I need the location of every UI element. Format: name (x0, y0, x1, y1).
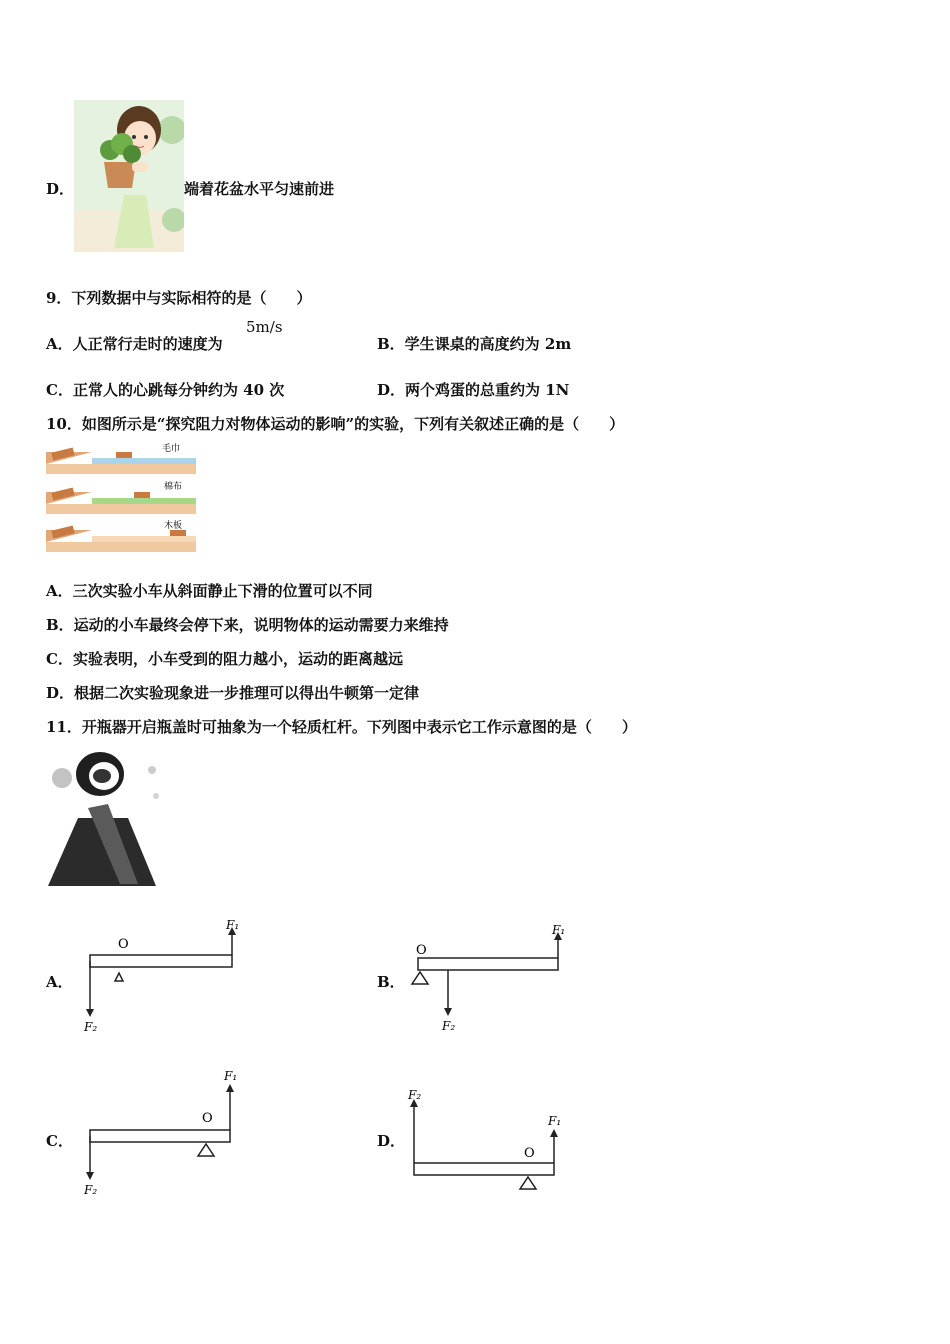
q9-option-d: D．两个鸡蛋的总重约为 1N (377, 381, 570, 399)
q10-option-c: C．实验表明，小车受到的阻力越小，运动的距离越远 (46, 650, 403, 668)
girl-holding-flowerpot-image (74, 100, 184, 252)
force-f2-label-d: F₂ (408, 1088, 422, 1102)
q11-option-b-letter[interactable]: B． (377, 973, 405, 991)
bottle-opener-photo (48, 748, 164, 888)
lever-diagram-c (80, 1060, 250, 1200)
q8-option-d-text: 端着花盆水平匀速前进 (184, 180, 335, 198)
q11-option-a-letter[interactable]: A． (46, 973, 73, 991)
force-f2-label-c: F₂ (84, 1183, 98, 1197)
surface-label-wood: 木板 (164, 521, 183, 531)
q11-stem: 11．开瓶器开启瓶盖时可抽象为一个轻质杠杆。下列图中表示它工作示意图的是（ ） (46, 718, 637, 736)
q11-option-d-letter[interactable]: D． (377, 1132, 406, 1150)
force-f1-label-c: F₁ (224, 1069, 238, 1083)
q11-option-c-letter[interactable]: C． (46, 1132, 73, 1150)
pivot-label-a: O (118, 937, 129, 952)
lever-diagram-d (404, 1085, 574, 1200)
q8-option-d-letter: D． (46, 180, 75, 198)
lever-diagram-b (404, 920, 574, 1040)
lever-diagram-a (80, 915, 250, 1040)
force-f1-label-b: F₁ (552, 923, 566, 937)
force-f1-label-d: F₁ (548, 1114, 562, 1128)
q10-option-b: B．运动的小车最终会停下来，说明物体的运动需要力来维持 (46, 616, 449, 634)
pivot-label-d: O (524, 1146, 535, 1161)
q9-option-a-value: 5m/s (246, 318, 283, 336)
q9-option-a: A．人正常行走时的速度为 (46, 335, 223, 353)
q9-stem: 9．下列数据中与实际相符的是（ ） (46, 289, 312, 307)
pivot-label-c: O (202, 1111, 213, 1126)
friction-experiment-diagram (46, 442, 202, 556)
q10-option-a: A．三次实验小车从斜面静止下滑的位置可以不同 (46, 582, 373, 600)
pivot-label-b: O (416, 943, 427, 958)
force-f2-label-b: F₂ (442, 1019, 456, 1033)
q10-stem: 10．如图所示是“探究阻力对物体运动的影响”的实验，下列有关叙述正确的是（ ） (46, 415, 625, 433)
surface-label-towel: 毛巾 (162, 444, 181, 454)
q10-option-d: D．根据二次实验现象进一步推理可以得出牛顿第一定律 (46, 684, 420, 702)
q9-option-c: C．正常人的心跳每分钟约为 40 次 (46, 381, 285, 399)
force-f1-label-a: F₁ (226, 918, 240, 932)
q9-option-b: B．学生课桌的高度约为 2m (377, 335, 572, 353)
surface-label-cotton: 棉布 (164, 482, 183, 492)
force-f2-label-a: F₂ (84, 1020, 98, 1034)
